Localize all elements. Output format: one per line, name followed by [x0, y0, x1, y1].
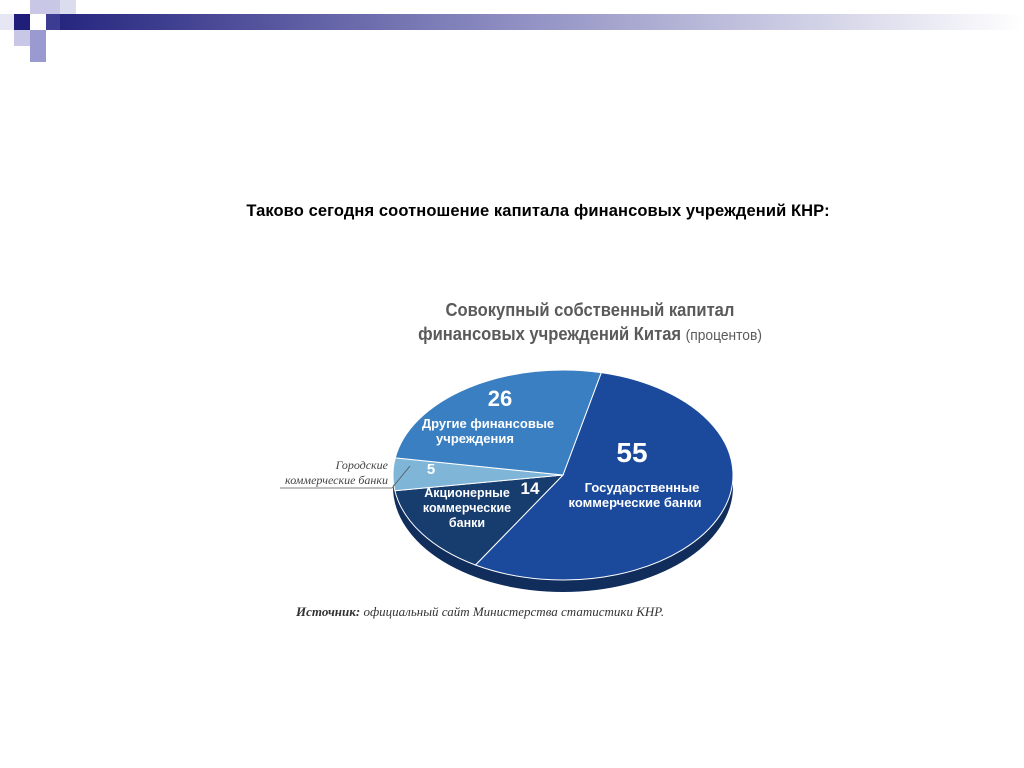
slice-label-joint-stock-banks: Акционерные — [424, 486, 510, 500]
chart-unit: (процентов) — [685, 327, 762, 344]
value-label-joint-stock-banks: 14 — [520, 479, 540, 498]
value-label-city-banks: 5 — [426, 461, 436, 478]
slice-label-city-banks: коммерческие банки — [285, 473, 388, 487]
slice-label-state-banks: Государственные — [584, 480, 700, 495]
value-label-other-institutions: 26 — [487, 386, 513, 411]
chart-title-line2: финансовых учреждений Китая — [418, 324, 682, 344]
slice-label-joint-stock-banks: банки — [448, 516, 486, 530]
slice-label-joint-stock-banks: коммерческие — [422, 501, 512, 515]
chart-title-line1: Совокупный собственный капитал — [445, 300, 735, 320]
slice-label-city-banks: Городские — [335, 458, 388, 472]
slice-label-other-institutions: учреждения — [436, 431, 514, 446]
value-label-state-banks: 55 — [616, 437, 648, 468]
slide-title: Таково сегодня соотношение капитала финансовых учреждений КНР: — [246, 202, 830, 220]
chart-source — [296, 604, 664, 620]
slice-label-other-institutions: Другие финансовые — [421, 416, 555, 431]
slice-label-state-banks: коммерческие банки — [568, 495, 702, 510]
source-text: официальный сайт Министерства статистики КНР. — [363, 604, 665, 619]
source-label: Источник: — [296, 604, 361, 619]
